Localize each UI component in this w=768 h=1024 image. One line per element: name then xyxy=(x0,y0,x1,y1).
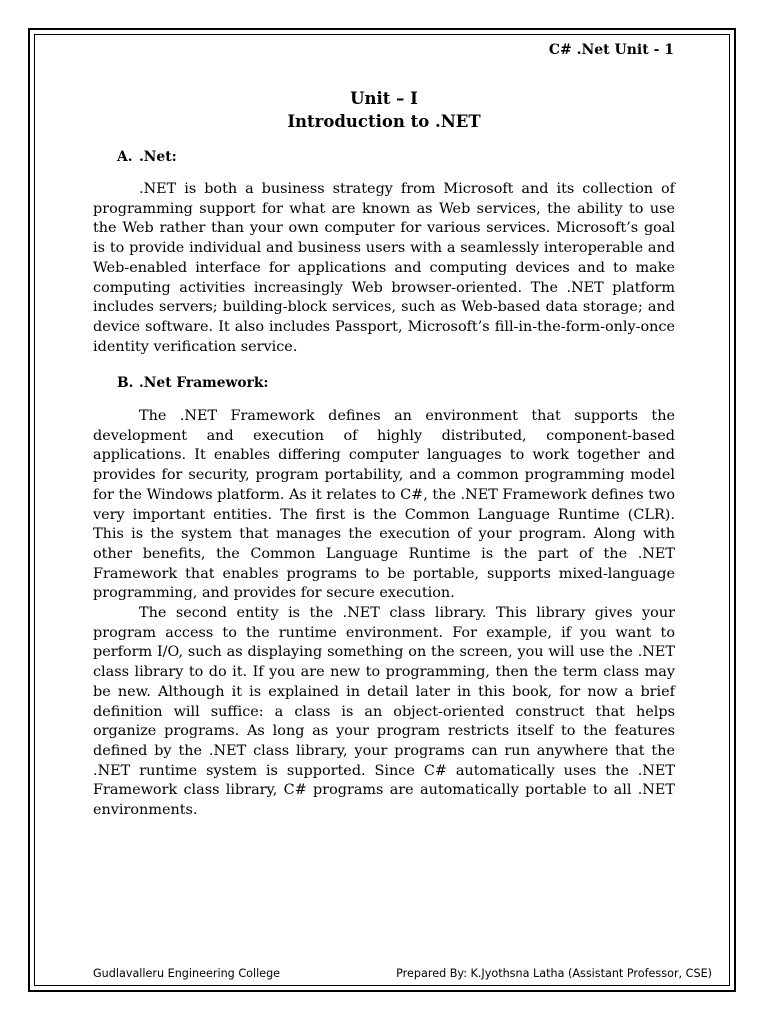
running-header: C# .Net Unit - 1 xyxy=(548,42,674,58)
section-body-net-framework xyxy=(93,407,675,821)
footer-college: Gudlavalleru Engineering College xyxy=(93,967,281,980)
section-title: .Net Framework: xyxy=(139,375,269,391)
section-heading-net-framework xyxy=(117,375,269,391)
paragraph: The second entity is the .NET class library. This library gives your program access to the runtime environment. For example, if you want to perform I/O, such as displaying something on the screen, you will use the .NET class library to do it. If you are new to programming, then the term class may be new. Although it is explained in detail later in this book, for now a brief definition will suffice: a class is an object-oriented construct that helps organize programs. As long as your program restricts itself to the features defined by the .NET class library, your programs can run anywhere that the .NET runtime system is supported. Since C# automatically uses the .NET Framework class library, C# programs are automatically portable to all .NET environments. xyxy=(93,605,675,819)
section-marker: B. xyxy=(117,375,134,391)
paragraph: The .NET Framework defines an environment that supports the development and execution of highly distributed, component-based applications. It enables differing computer languages to work together and provides for security, program portability, and a common programming model for the Windows platform. As it relates to C#, the .NET Framework defines two very important entities. The first is the Common Language Runtime (CLR). This is the system that manages the execution of your program. Along with other benefits, the Common Language Runtime is the part of the .NET Framework that enables programs to be portable, supports mixed-language programming, and provides for secure execution. xyxy=(93,408,675,602)
section-title: .Net: xyxy=(139,149,177,165)
section-marker: A. xyxy=(117,149,133,165)
footer-prepared-by: Prepared By: K.Jyothsna Latha (Assistant Professor, CSE) xyxy=(396,967,712,980)
unit-title: Unit – I xyxy=(350,89,418,108)
chapter-title: Introduction to .NET xyxy=(287,112,481,131)
paragraph: .NET is both a business strategy from Microsoft and its collection of programming support for what are known as Web services, the ability to use the Web rather than your own computer for various services. Microsoft’s goal is to provide individual and business users with a seamlessly interoperable and Web-enabled interface for applications and computing devices and to make computing activities increasingly Web browser-oriented. The .NET platform includes servers; building-block services, such as Web-based data storage; and device software. It also includes Passport, Microsoft’s fill-in-the-form-only-once identity verification service. xyxy=(93,181,675,355)
section-heading-net xyxy=(117,149,177,165)
section-body-net xyxy=(93,180,675,357)
title-block xyxy=(0,87,768,133)
